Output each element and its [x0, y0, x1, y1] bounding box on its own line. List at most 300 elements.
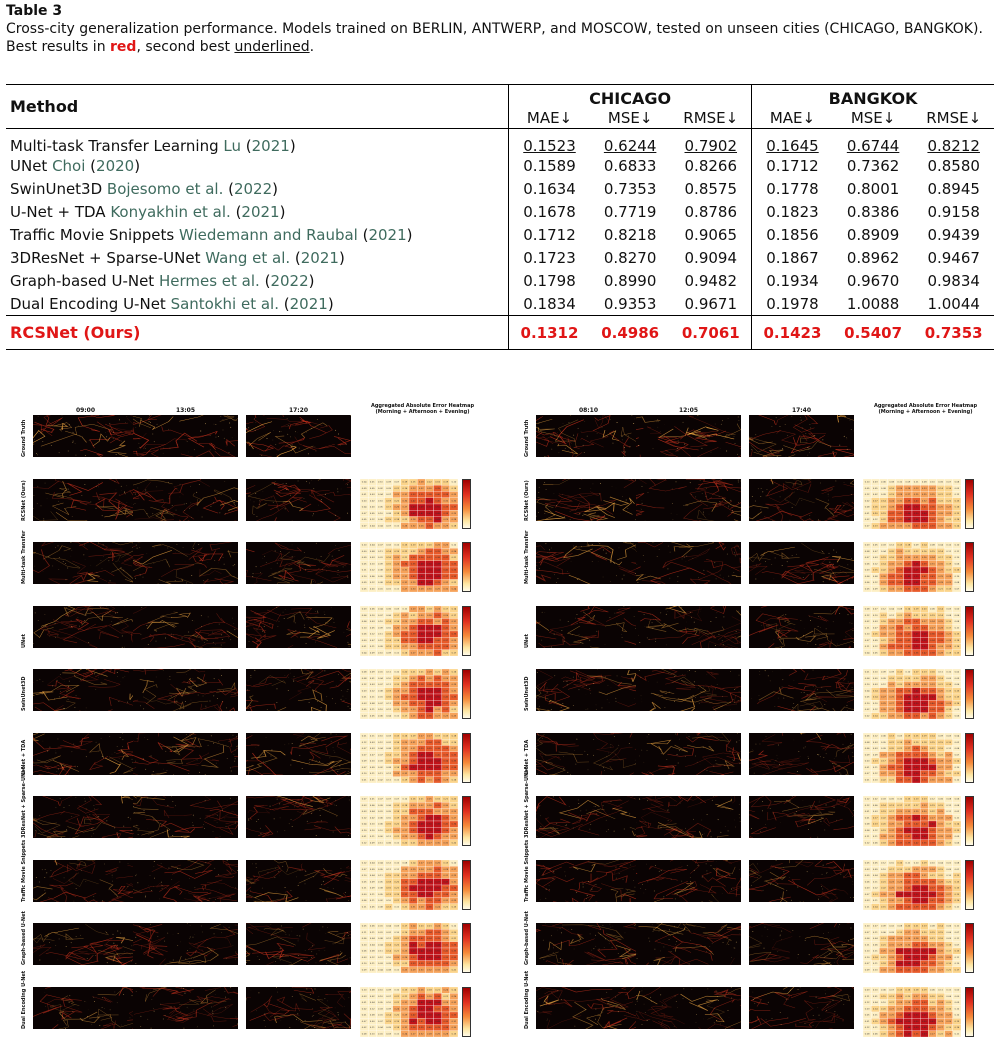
svg-text:0.14: 0.14 — [394, 741, 400, 744]
svg-text:0.33: 0.33 — [410, 690, 416, 693]
traffic-prediction-map — [33, 415, 138, 457]
svg-text:0.41: 0.41 — [435, 1008, 440, 1010]
traffic-prediction-map — [636, 415, 741, 457]
svg-text:0.37: 0.37 — [410, 811, 416, 814]
traffic-prediction-map — [33, 860, 138, 902]
svg-text:0.23: 0.23 — [451, 715, 457, 718]
svg-text:0.38: 0.38 — [443, 1026, 449, 1029]
metric-value: 0.6744 — [846, 136, 900, 155]
svg-text:0.04: 0.04 — [386, 715, 391, 718]
svg-text:0.50: 0.50 — [427, 506, 432, 509]
svg-text:0.31: 0.31 — [402, 1026, 408, 1029]
svg-text:0.05: 0.05 — [361, 588, 367, 591]
svg-text:0.17: 0.17 — [946, 627, 952, 629]
svg-text:0.08: 0.08 — [369, 950, 375, 953]
svg-text:0.44: 0.44 — [905, 512, 911, 515]
svg-text:0.31: 0.31 — [443, 842, 449, 845]
metric-header: MAE↓ — [769, 108, 816, 127]
svg-text:0.11: 0.11 — [394, 969, 400, 972]
svg-text:0.05: 0.05 — [378, 506, 383, 509]
svg-text:0.24: 0.24 — [443, 678, 449, 680]
svg-text:0.16: 0.16 — [889, 557, 894, 560]
svg-text:0.18: 0.18 — [897, 741, 903, 744]
svg-text:0.34: 0.34 — [443, 887, 449, 890]
svg-text:0.42: 0.42 — [418, 500, 424, 502]
traffic-prediction-map — [246, 669, 351, 711]
svg-text:0.12: 0.12 — [386, 709, 391, 712]
svg-text:0.06: 0.06 — [954, 798, 960, 801]
svg-text:0.21: 0.21 — [921, 614, 927, 617]
svg-text:0.24: 0.24 — [410, 925, 416, 928]
svg-text:0.45: 0.45 — [435, 957, 440, 959]
svg-text:0.25: 0.25 — [938, 690, 943, 693]
traffic-prediction-map — [749, 606, 854, 648]
svg-text:0.50: 0.50 — [427, 696, 432, 699]
svg-text:0.05: 0.05 — [369, 715, 375, 718]
citation-author: Hermes et al. — [158, 272, 260, 290]
svg-text:0.39: 0.39 — [435, 1026, 440, 1029]
svg-text:0.14: 0.14 — [946, 684, 952, 687]
svg-text:0.01: 0.01 — [361, 779, 367, 781]
svg-text:0.32: 0.32 — [889, 563, 894, 566]
svg-text:0.14: 0.14 — [954, 760, 960, 763]
svg-text:0.26: 0.26 — [435, 544, 440, 547]
traffic-prediction-map — [636, 542, 741, 584]
svg-text:0.08: 0.08 — [378, 690, 383, 693]
svg-text:0.32: 0.32 — [410, 817, 416, 820]
caption-text-end: . — [309, 39, 315, 55]
svg-text:0.11: 0.11 — [369, 932, 375, 934]
svg-text:0.29: 0.29 — [418, 932, 424, 934]
svg-text:0.23: 0.23 — [410, 487, 416, 490]
svg-text:0.11: 0.11 — [913, 481, 919, 484]
metric-value: 0.7719 — [603, 203, 657, 221]
svg-text:0.45: 0.45 — [435, 1014, 440, 1017]
svg-text:0.37: 0.37 — [443, 557, 449, 560]
svg-text:0.49: 0.49 — [435, 1020, 440, 1023]
svg-text:0.10: 0.10 — [378, 830, 383, 832]
svg-text:0.13: 0.13 — [889, 805, 894, 807]
svg-text:0.43: 0.43 — [443, 881, 449, 883]
svg-text:0.44: 0.44 — [418, 950, 424, 953]
svg-text:0.02: 0.02 — [954, 741, 960, 744]
city2-header: BANGKOK — [828, 89, 918, 108]
svg-text:0.24: 0.24 — [394, 703, 400, 705]
svg-text:0.27: 0.27 — [402, 614, 408, 617]
svg-text:0.40: 0.40 — [443, 627, 449, 629]
svg-text:0.29: 0.29 — [443, 525, 449, 527]
svg-text:0.34: 0.34 — [402, 563, 408, 566]
svg-text:0.05: 0.05 — [369, 627, 375, 629]
svg-text:0.06: 0.06 — [864, 747, 870, 750]
metric-value: 0.1856 — [766, 226, 819, 244]
svg-text:0.35: 0.35 — [427, 747, 432, 750]
svg-text:0.16: 0.16 — [938, 747, 943, 750]
svg-text:0.36: 0.36 — [451, 633, 457, 636]
svg-text:0.24: 0.24 — [435, 906, 440, 908]
results-table — [6, 84, 994, 350]
svg-text:0.04: 0.04 — [361, 823, 367, 826]
svg-text:0.11: 0.11 — [386, 703, 391, 705]
svg-text:0.30: 0.30 — [443, 805, 449, 807]
svg-text:0.50: 0.50 — [435, 950, 440, 953]
svg-text:0.33: 0.33 — [410, 493, 416, 496]
svg-text:0.04: 0.04 — [369, 544, 375, 547]
traffic-prediction-map — [749, 733, 854, 775]
svg-text:0.28: 0.28 — [938, 627, 943, 629]
svg-text:0.25: 0.25 — [402, 874, 408, 877]
svg-text:0.02: 0.02 — [378, 779, 383, 781]
svg-text:0.50: 0.50 — [913, 766, 919, 769]
svg-text:0.12: 0.12 — [946, 747, 952, 750]
heatmap-colorbar — [462, 542, 471, 592]
svg-text:0.16: 0.16 — [954, 506, 960, 509]
svg-text:0.44: 0.44 — [418, 633, 424, 636]
svg-text:0.10: 0.10 — [361, 772, 367, 775]
svg-text:0.14: 0.14 — [938, 487, 943, 490]
svg-text:0.05: 0.05 — [361, 709, 367, 712]
svg-text:0.10: 0.10 — [394, 989, 400, 992]
svg-text:0.37: 0.37 — [905, 779, 911, 781]
svg-text:0.08: 0.08 — [361, 671, 367, 674]
svg-text:0.19: 0.19 — [394, 893, 400, 896]
svg-text:0.11: 0.11 — [361, 887, 367, 890]
svg-text:0.23: 0.23 — [402, 868, 408, 871]
svg-text:0.07: 0.07 — [872, 627, 878, 629]
svg-text:0.33: 0.33 — [443, 747, 449, 750]
svg-text:0.29: 0.29 — [410, 1001, 416, 1004]
svg-text:0.36: 0.36 — [443, 830, 449, 832]
svg-text:0.03: 0.03 — [386, 735, 391, 738]
svg-text:0.47: 0.47 — [427, 627, 432, 629]
svg-text:0.21: 0.21 — [402, 906, 408, 908]
svg-text:0.33: 0.33 — [427, 963, 432, 966]
svg-text:0.19: 0.19 — [402, 481, 408, 484]
time-column-title: 17:20 — [288, 407, 309, 414]
svg-text:0.04: 0.04 — [954, 747, 960, 750]
svg-text:0.28: 0.28 — [946, 639, 952, 642]
svg-text:0.16: 0.16 — [402, 735, 408, 738]
svg-text:0.37: 0.37 — [905, 754, 911, 756]
svg-text:0.21: 0.21 — [946, 715, 952, 718]
svg-text:0.10: 0.10 — [369, 830, 375, 832]
svg-text:0.28: 0.28 — [402, 760, 408, 763]
svg-text:0.19: 0.19 — [905, 678, 911, 680]
svg-text:0.25: 0.25 — [394, 557, 400, 560]
svg-text:0.33: 0.33 — [451, 950, 457, 953]
metric-value: 0.7902 — [670, 128, 751, 155]
svg-text:0.07: 0.07 — [946, 481, 952, 484]
traffic-prediction-map — [749, 669, 854, 711]
svg-text:0.10: 0.10 — [378, 989, 383, 992]
svg-text:0.03: 0.03 — [881, 544, 886, 547]
svg-text:0.23: 0.23 — [913, 487, 919, 490]
svg-text:0.38: 0.38 — [897, 645, 903, 648]
svg-text:0.12: 0.12 — [369, 1008, 375, 1010]
svg-text:0.23: 0.23 — [897, 551, 903, 553]
svg-text:0.32: 0.32 — [418, 1033, 424, 1035]
svg-text:0.26: 0.26 — [905, 614, 911, 617]
traffic-prediction-map — [536, 987, 641, 1029]
svg-text:0.35: 0.35 — [897, 569, 903, 572]
svg-text:0.39: 0.39 — [905, 500, 911, 502]
error-heatmap — [863, 860, 961, 910]
svg-text:0.08: 0.08 — [864, 608, 870, 611]
method-label: SwinUnet3D — [10, 180, 107, 198]
svg-text:0.37: 0.37 — [897, 754, 903, 756]
error-heatmap — [863, 733, 961, 783]
svg-text:0.06: 0.06 — [361, 633, 367, 636]
svg-text:0.28: 0.28 — [427, 1033, 432, 1035]
svg-text:0.39: 0.39 — [921, 563, 927, 566]
svg-text:0.35: 0.35 — [435, 614, 440, 617]
svg-text:0.44: 0.44 — [913, 760, 919, 763]
svg-text:0.11: 0.11 — [394, 652, 400, 654]
svg-text:0.35: 0.35 — [435, 487, 440, 490]
metric-value: 0.9467 — [927, 249, 980, 267]
svg-text:0.11: 0.11 — [369, 1026, 375, 1029]
svg-text:0.31: 0.31 — [930, 754, 935, 756]
svg-text:0.16: 0.16 — [451, 741, 457, 744]
svg-text:0.10: 0.10 — [378, 709, 383, 712]
svg-text:0.12: 0.12 — [451, 544, 457, 547]
svg-text:0.35: 0.35 — [418, 1026, 424, 1029]
svg-text:0.29: 0.29 — [443, 551, 449, 553]
svg-text:0.36: 0.36 — [930, 633, 935, 636]
svg-text:0.11: 0.11 — [864, 627, 870, 629]
svg-text:0.10: 0.10 — [954, 766, 960, 769]
svg-text:0.04: 0.04 — [369, 938, 375, 941]
svg-text:0.01: 0.01 — [369, 678, 375, 680]
svg-text:0.23: 0.23 — [881, 525, 886, 527]
svg-text:0.37: 0.37 — [435, 836, 440, 839]
svg-text:0.50: 0.50 — [427, 944, 432, 947]
svg-text:0.21: 0.21 — [418, 671, 424, 674]
svg-text:0.47: 0.47 — [418, 1008, 424, 1010]
svg-text:0.10: 0.10 — [386, 1001, 391, 1004]
svg-text:0.16: 0.16 — [394, 678, 400, 680]
svg-text:0.11: 0.11 — [369, 709, 375, 712]
svg-text:0.05: 0.05 — [378, 893, 383, 896]
svg-text:0.35: 0.35 — [451, 563, 457, 566]
svg-text:0.10: 0.10 — [386, 627, 391, 629]
svg-text:0.09: 0.09 — [369, 887, 375, 890]
svg-text:0.16: 0.16 — [394, 582, 400, 585]
svg-text:0.41: 0.41 — [418, 1020, 424, 1023]
svg-text:0.24: 0.24 — [394, 563, 400, 566]
svg-text:0.13: 0.13 — [872, 525, 878, 527]
svg-text:0.11: 0.11 — [369, 836, 375, 839]
svg-text:0.21: 0.21 — [443, 798, 449, 801]
svg-text:0.31: 0.31 — [410, 906, 416, 908]
svg-text:0.16: 0.16 — [386, 557, 391, 560]
svg-text:0.27: 0.27 — [410, 1033, 416, 1035]
svg-text:0.27: 0.27 — [402, 1008, 408, 1010]
svg-text:0.09: 0.09 — [361, 582, 367, 585]
svg-text:0.37: 0.37 — [913, 754, 919, 756]
svg-text:0.35: 0.35 — [905, 652, 911, 654]
svg-text:0.49: 0.49 — [913, 582, 919, 585]
svg-text:0.38: 0.38 — [427, 645, 432, 648]
traffic-prediction-map — [133, 415, 238, 457]
svg-text:0.11: 0.11 — [946, 551, 952, 553]
svg-text:0.07: 0.07 — [872, 608, 878, 611]
metric-value: 0.1867 — [766, 249, 819, 267]
svg-text:0.15: 0.15 — [402, 544, 408, 547]
svg-text:0.22: 0.22 — [443, 906, 449, 908]
svg-text:0.10: 0.10 — [369, 614, 375, 617]
metric-value: 0.9065 — [670, 224, 751, 247]
svg-text:0.11: 0.11 — [394, 1033, 400, 1035]
svg-text:0.05: 0.05 — [378, 868, 383, 871]
svg-text:0.33: 0.33 — [889, 576, 894, 578]
svg-text:0.45: 0.45 — [921, 709, 927, 712]
svg-text:0.08: 0.08 — [386, 747, 391, 750]
svg-text:0.12: 0.12 — [872, 645, 878, 648]
svg-text:0.26: 0.26 — [435, 1033, 440, 1035]
svg-text:0.30: 0.30 — [930, 779, 935, 781]
svg-text:0.14: 0.14 — [938, 678, 943, 680]
traffic-prediction-map — [636, 733, 741, 775]
svg-text:0.23: 0.23 — [451, 963, 457, 966]
svg-text:0.20: 0.20 — [418, 925, 424, 928]
svg-text:0.25: 0.25 — [921, 493, 927, 496]
svg-text:0.06: 0.06 — [386, 805, 391, 807]
svg-text:0.26: 0.26 — [889, 620, 894, 623]
svg-text:0.28: 0.28 — [443, 1033, 449, 1035]
svg-text:0.26: 0.26 — [451, 995, 457, 998]
svg-text:0.27: 0.27 — [905, 493, 911, 496]
svg-text:0.03: 0.03 — [872, 620, 878, 623]
traffic-prediction-map — [636, 669, 741, 711]
svg-text:0.36: 0.36 — [427, 906, 432, 908]
traffic-prediction-map — [133, 542, 238, 584]
error-heatmap — [360, 796, 458, 846]
metric-header: RMSE↓ — [670, 108, 751, 128]
svg-text:0.47: 0.47 — [913, 633, 919, 636]
svg-text:0.28: 0.28 — [443, 1001, 449, 1004]
svg-text:0.08: 0.08 — [378, 938, 383, 941]
svg-text:0.06: 0.06 — [378, 518, 383, 521]
svg-text:0.25: 0.25 — [418, 842, 424, 845]
svg-text:0.09: 0.09 — [386, 487, 391, 490]
svg-text:0.12: 0.12 — [386, 938, 391, 941]
svg-text:0.28: 0.28 — [451, 645, 457, 648]
traffic-prediction-map — [536, 860, 641, 902]
svg-text:0.07: 0.07 — [864, 639, 870, 642]
svg-text:0.13: 0.13 — [386, 906, 391, 908]
traffic-prediction-map — [246, 987, 351, 1029]
svg-text:0.34: 0.34 — [897, 633, 903, 636]
svg-text:0.28: 0.28 — [402, 684, 408, 687]
time-column-title: 13:05 — [175, 407, 196, 414]
svg-text:0.14: 0.14 — [954, 525, 960, 527]
svg-text:0.24: 0.24 — [930, 557, 935, 560]
svg-text:0.32: 0.32 — [451, 1001, 457, 1004]
svg-text:0.09: 0.09 — [881, 493, 886, 496]
svg-text:0.20: 0.20 — [394, 881, 400, 883]
svg-text:0.14: 0.14 — [881, 563, 886, 566]
svg-text:0.27: 0.27 — [889, 633, 894, 636]
svg-text:0.30: 0.30 — [938, 779, 943, 781]
svg-text:0.19: 0.19 — [435, 735, 440, 738]
svg-text:0.40: 0.40 — [905, 645, 911, 648]
metric-value: 0.8786 — [670, 201, 751, 224]
svg-text:0.18: 0.18 — [451, 525, 457, 527]
svg-text:0.10: 0.10 — [369, 823, 375, 826]
svg-text:0.40: 0.40 — [418, 811, 424, 814]
svg-text:0.08: 0.08 — [378, 906, 383, 908]
svg-text:0.45: 0.45 — [913, 696, 919, 699]
svg-text:0.42: 0.42 — [897, 766, 903, 769]
svg-text:0.17: 0.17 — [946, 569, 952, 572]
svg-text:0.11: 0.11 — [386, 868, 391, 871]
svg-text:0.01: 0.01 — [361, 645, 367, 648]
svg-text:0.33: 0.33 — [921, 627, 927, 629]
svg-text:0.14: 0.14 — [930, 735, 935, 738]
svg-text:0.23: 0.23 — [930, 678, 935, 680]
heatmap-colorbar — [462, 479, 471, 529]
svg-text:0.32: 0.32 — [443, 487, 449, 490]
svg-text:0.22: 0.22 — [394, 836, 400, 839]
svg-text:0.24: 0.24 — [889, 500, 894, 502]
svg-text:0.03: 0.03 — [361, 703, 367, 705]
svg-text:0.26: 0.26 — [451, 893, 457, 896]
svg-text:0.37: 0.37 — [410, 639, 416, 642]
svg-text:0.47: 0.47 — [435, 881, 440, 883]
svg-text:0.23: 0.23 — [427, 862, 432, 865]
svg-text:0.11: 0.11 — [361, 932, 367, 934]
svg-text:0.12: 0.12 — [361, 862, 367, 865]
svg-text:0.47: 0.47 — [921, 518, 927, 521]
svg-text:0.50: 0.50 — [913, 645, 919, 648]
svg-text:0.00: 0.00 — [361, 500, 367, 502]
svg-text:0.36: 0.36 — [930, 760, 935, 763]
svg-text:0.15: 0.15 — [946, 690, 952, 693]
traffic-prediction-map — [636, 923, 741, 965]
ours-value: 0.7353 — [924, 323, 983, 342]
svg-text:0.15: 0.15 — [386, 563, 391, 566]
svg-text:0.10: 0.10 — [361, 627, 367, 629]
svg-text:0.12: 0.12 — [954, 493, 960, 496]
svg-text:0.15: 0.15 — [386, 887, 391, 890]
svg-text:0.18: 0.18 — [394, 518, 400, 521]
svg-text:0.16: 0.16 — [921, 551, 927, 553]
svg-text:0.24: 0.24 — [435, 925, 440, 928]
method-row-label: U-Net + TDA — [21, 739, 27, 775]
heatmap-colorbar — [965, 796, 974, 846]
svg-text:0.36: 0.36 — [427, 684, 432, 687]
svg-text:0.10: 0.10 — [386, 817, 391, 820]
svg-text:0.16: 0.16 — [881, 620, 886, 623]
svg-text:0.32: 0.32 — [897, 525, 903, 527]
heatmap-colorbar — [462, 606, 471, 656]
svg-text:0.03: 0.03 — [369, 557, 375, 560]
svg-text:0.36: 0.36 — [897, 506, 903, 509]
svg-text:0.25: 0.25 — [451, 811, 457, 814]
svg-text:0.08: 0.08 — [402, 862, 408, 865]
svg-text:0.29: 0.29 — [946, 512, 952, 515]
svg-text:0.09: 0.09 — [378, 645, 383, 648]
svg-text:0.12: 0.12 — [361, 817, 367, 820]
svg-text:0.45: 0.45 — [410, 887, 416, 890]
svg-text:0.10: 0.10 — [872, 779, 878, 781]
svg-text:0.45: 0.45 — [418, 754, 424, 756]
ours-method: RCSNet (Ours) — [6, 316, 509, 350]
svg-text:0.46: 0.46 — [435, 627, 440, 629]
svg-text:0.16: 0.16 — [402, 932, 408, 934]
svg-text:0.31: 0.31 — [889, 772, 894, 775]
